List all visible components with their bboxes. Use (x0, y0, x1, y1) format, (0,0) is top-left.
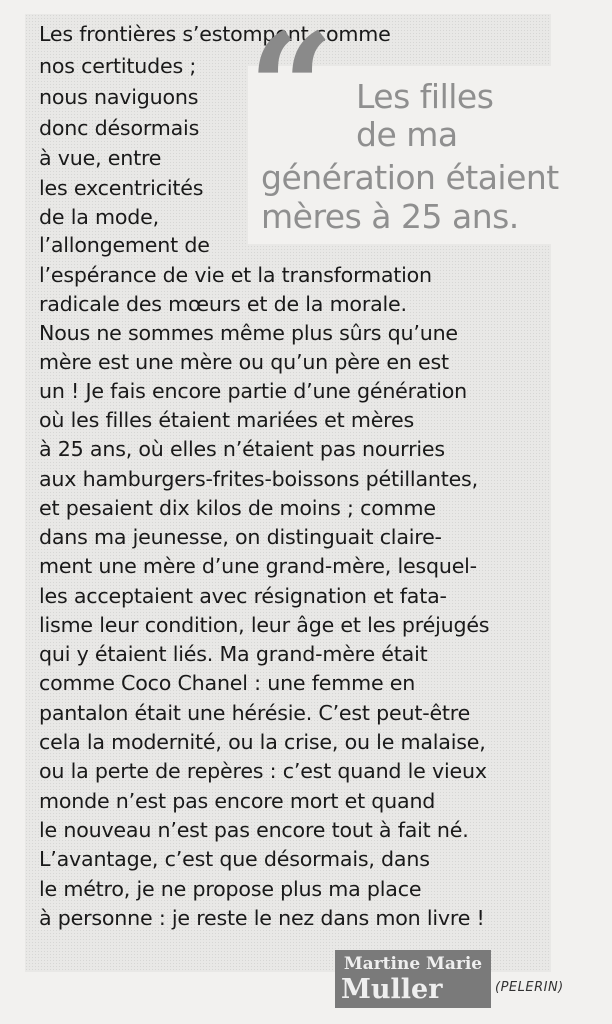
pull-quote-line: de ma (356, 115, 458, 154)
article-line: et pesaient dix kilos de moins ; comme (39, 496, 436, 520)
article-line: les excentricités (39, 176, 204, 200)
article-line: à vue, entre (39, 146, 162, 170)
pull-quote-line: Les filles (356, 77, 494, 116)
article-line: à 25 ans, où elles n’étaient pas nourries (39, 437, 445, 461)
article-line: pantalon était une hérésie. C’est peut-être (39, 701, 471, 725)
article-line: L’avantage, c’est que désormais, dans (39, 847, 430, 871)
article-line: nous naviguons (39, 85, 199, 109)
article-line: le métro, je ne propose plus ma place (39, 877, 422, 901)
article-line: le nouveau n’est pas encore tout à fait né. (39, 818, 469, 842)
article-line: de la mode, (39, 205, 159, 229)
article-line: nos certitudes ; (39, 54, 197, 78)
article-line: Les frontières s’estompent comme (39, 22, 391, 46)
author-last-name: Muller (341, 974, 443, 1005)
article-line: où les filles étaient mariées et mères (39, 408, 414, 432)
article-line: comme Coco Chanel : une femme en (39, 671, 416, 695)
article-line: ou la perte de repères : c’est quand le vieux (39, 759, 487, 783)
handwritten-source-note: (PELERIN) (495, 980, 564, 995)
pull-quote-line: mères à 25 ans. (261, 197, 519, 236)
pull-quote-line: génération étaient (261, 158, 559, 197)
article-line: aux hamburgers-frites-boissons pétillantes, (39, 467, 478, 491)
article-line: un ! Je fais encore partie d’une génération (39, 379, 467, 403)
article-line: les acceptaient avec résignation et fata- (39, 584, 447, 608)
quotation-mark-icon: “ (248, 1, 323, 177)
article-line: Nous ne sommes même plus sûrs qu’une (39, 321, 458, 345)
article-line: donc désormais (39, 116, 200, 140)
author-first-names: Martine Marie (343, 954, 483, 974)
article-line: qui y étaient liés. Ma grand-mère était (39, 642, 428, 666)
author-byline (335, 950, 491, 1008)
article-line: radicale des mœurs et de la morale. (39, 292, 407, 316)
article-line: l’espérance de vie et la transformation (39, 263, 432, 287)
article-line: l’allongement de (39, 233, 210, 257)
article-line: mère est une mère ou qu’un père en est (39, 350, 449, 374)
article-line: dans ma jeunesse, on distinguait claire- (39, 525, 442, 549)
article-line: lisme leur condition, leur âge et les préjugés (39, 613, 490, 637)
article-line: à personne : je reste le nez dans mon livre ! (39, 906, 485, 930)
article-line: monde n’est pas encore mort et quand (39, 789, 436, 813)
article-line: cela la modernité, ou la crise, ou le malaise, (39, 730, 486, 754)
pull-quote (248, 1, 603, 244)
article-line: ment une mère d’une grand-mère, lesquel- (39, 554, 477, 578)
